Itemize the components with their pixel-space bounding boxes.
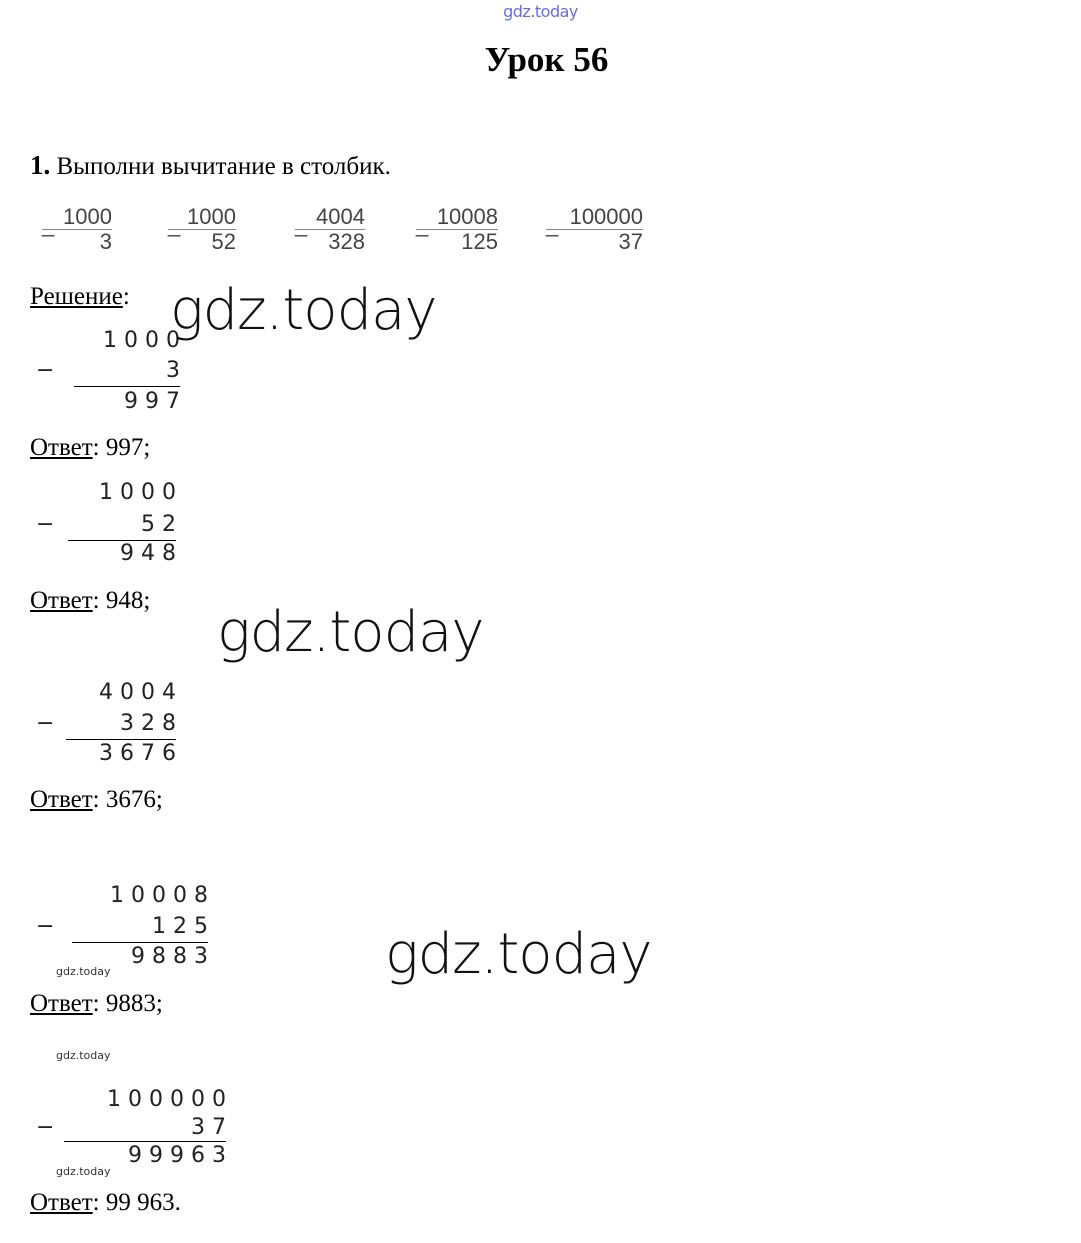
column-subtraction-3: 4 0 0 4 − 3 2 8 3 6 7 6 xyxy=(36,680,176,766)
answer-5: Ответ: 99 963. xyxy=(30,1189,181,1216)
watermark: gdz.today xyxy=(217,600,484,665)
problem-4: _ 10008 125 xyxy=(416,204,498,254)
answer-2: Ответ: 948; xyxy=(30,587,151,614)
watermark: gdz.today xyxy=(385,922,652,987)
task-text: Выполни вычитание в столбик. xyxy=(56,153,391,180)
page-title: Урок 56 xyxy=(484,40,609,79)
problem-2: _ 1000 52 xyxy=(168,204,236,254)
answer-4: Ответ: 9883; xyxy=(30,990,163,1017)
task-number: 1. xyxy=(30,150,51,180)
task-statement xyxy=(30,150,391,181)
watermark: gdz.today xyxy=(56,1049,111,1062)
problem-5: _ 100000 37 xyxy=(546,204,643,254)
column-subtraction-1: 1 0 0 0 − 3 9 9 7 xyxy=(36,328,180,414)
column-subtraction-2: 1 0 0 0 − 5 2 9 4 8 xyxy=(36,480,176,566)
column-subtraction-4: 1 0 0 0 8 − 1 2 5 9 8 8 3 xyxy=(36,883,208,969)
column-subtraction-5: 1 0 0 0 0 0 − 3 7 9 9 9 6 3 xyxy=(36,1087,226,1168)
watermark: gdz.today xyxy=(170,278,437,343)
watermark-top: gdz.today xyxy=(503,2,578,21)
watermark: gdz.today xyxy=(56,1165,111,1178)
problem-1: _ 1000 3 xyxy=(42,204,112,254)
problem-3: _ 4004 328 xyxy=(295,204,365,254)
answer-1: Ответ: 997; xyxy=(30,434,151,461)
answer-3: Ответ: 3676; xyxy=(30,786,163,813)
watermark: gdz.today xyxy=(56,965,111,978)
solution-label: Решение: xyxy=(30,283,130,310)
